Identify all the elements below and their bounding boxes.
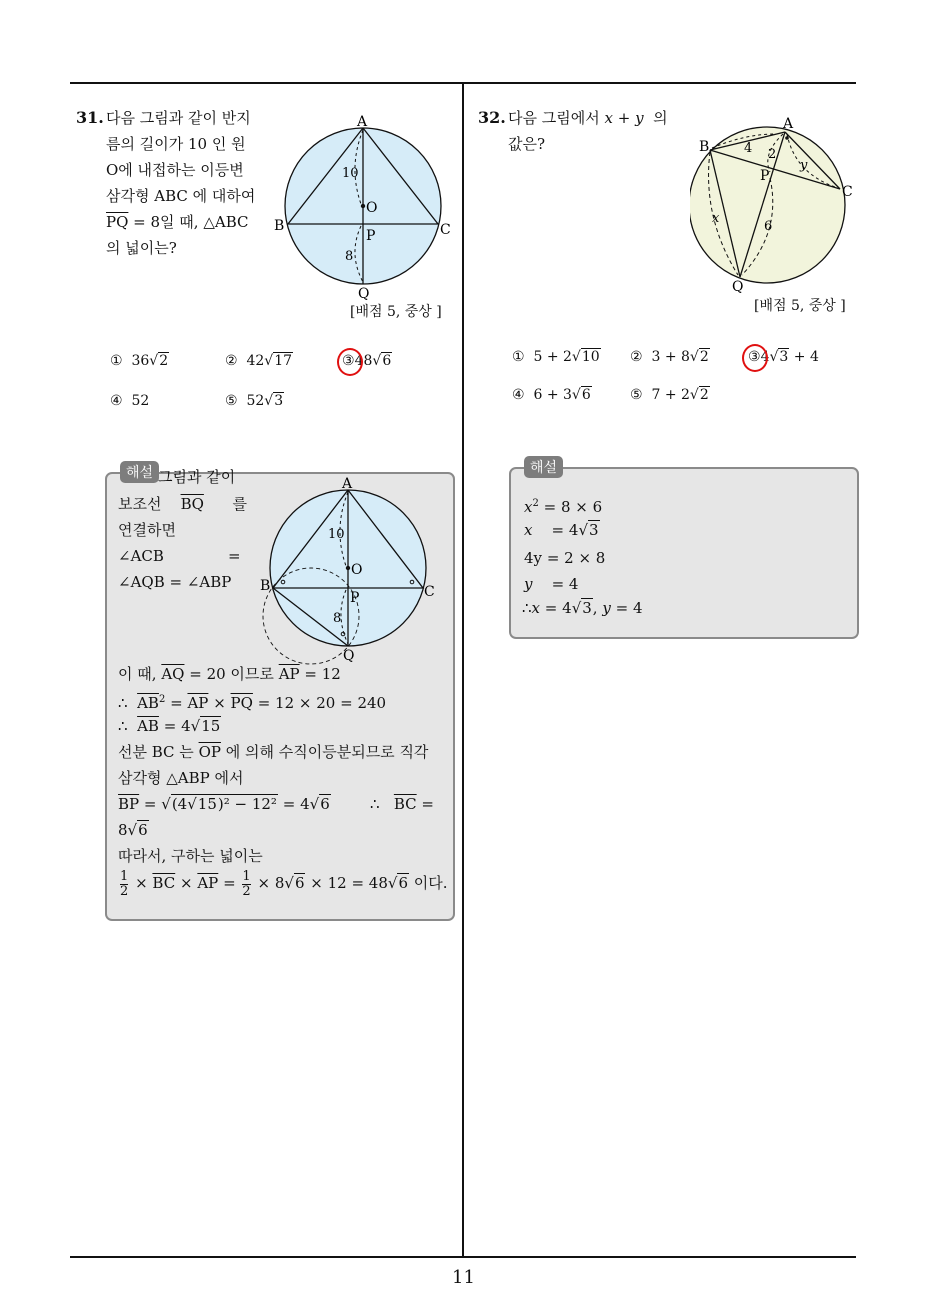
option-radicand: 10 (581, 349, 600, 365)
option-coef: 48 (354, 353, 373, 369)
sol31-radicand: 15 (197, 795, 217, 813)
q32-option-4[interactable]: ④ 6 + 3√6 (512, 387, 591, 403)
q32-points: [배점 5, 중상 ] (754, 298, 846, 314)
sol32-text: = 8 × 6 (543, 498, 603, 516)
sol31-line7 (118, 688, 386, 715)
option-text: 5 + 2 (533, 349, 572, 365)
q31-label-pq8: 8 (345, 249, 354, 264)
sol32-line3 (524, 546, 605, 570)
option-mark: ① (110, 353, 123, 369)
option-coef: 42 (246, 353, 265, 369)
q31-label-r10: 10 (342, 166, 359, 181)
sol31-text: )² − 12² (217, 795, 277, 813)
sol31-label-C: C (424, 584, 435, 600)
option-radicand: 3 (779, 349, 789, 365)
sol31-label-O: O (351, 562, 363, 578)
column-divider (462, 83, 464, 1258)
option-mark: ② (225, 353, 238, 369)
sol31-text: × (179, 874, 193, 892)
q31-label-C: C (440, 222, 451, 238)
sol31-line11-right (370, 792, 434, 816)
sol31-ap-label: $\overline{AP}$ (278, 665, 300, 683)
sol31-text: = (170, 694, 183, 712)
option-radicand: 3 (274, 393, 284, 409)
sol31-exp: 2 (158, 694, 166, 705)
q31-label-P: P (366, 228, 376, 244)
q32-solution-tag: 해설 (524, 456, 563, 478)
sol32-text: 4y (524, 549, 543, 567)
sol31-line1: 그림과 같이 (158, 468, 236, 486)
sol32-line4 (524, 572, 578, 596)
q31-line1: 다음 그림과 같이 반지 (106, 109, 251, 127)
sol31-op-label: $\overline{OP}$ (198, 743, 221, 761)
q32-answer-circle (742, 344, 768, 372)
sol31-line5: ∠AQB = ∠ABP (118, 573, 232, 591)
q31-number: 31. (76, 108, 104, 127)
option-mark: ③ (342, 353, 355, 369)
q32-text: 의 (653, 109, 668, 127)
option-radicand: 17 (274, 353, 293, 369)
q31-line2: 름의 길이가 10 인 원 (106, 135, 246, 153)
option-radicand: 6 (382, 353, 392, 369)
q31-points: [배점 5, 중상 ] (350, 304, 442, 320)
sol31-line2 (118, 492, 247, 516)
option-mark: ③ (748, 349, 761, 365)
q32-number: 32. (478, 108, 506, 127)
sol31-ap-label: $\overline{AP}$ (197, 874, 219, 892)
sol31-text: × 8 (257, 874, 285, 892)
option-radicand: 6 (581, 387, 591, 403)
sol31-center-dot (346, 566, 350, 570)
frac-num: 1 (242, 868, 251, 884)
sol31-ab-label: $\overline{AB}$ (137, 717, 159, 735)
q32-label-4: 4 (744, 141, 753, 156)
sol31-line6 (118, 662, 341, 686)
q31-answer-circle (337, 348, 363, 376)
option-mark: ④ (110, 393, 123, 409)
sol31-text: = (223, 874, 236, 892)
sol31-line3: 연결하면 (118, 521, 176, 539)
q32-figure (690, 112, 860, 298)
q32-label-P: P (760, 168, 770, 184)
sol31-ap-label: $\overline{AP}$ (187, 694, 209, 712)
q32-label-6: 6 (764, 219, 773, 234)
q32-text: 다음 그림에서 (508, 109, 600, 127)
sol32-text: = 2 × 8 (546, 549, 606, 567)
sol31-text: × 12 = 48 (310, 874, 388, 892)
sol32-text: = 4 (615, 599, 643, 617)
option-text: 6 + 3 (533, 387, 572, 403)
sol32-line5: ∴x = 4√3, y = 4 (522, 599, 643, 617)
option-mark: ④ (512, 387, 525, 403)
var-x: x (524, 498, 533, 516)
q32-label-B: B (699, 139, 710, 155)
sol31-radicand: 6 (294, 874, 305, 892)
q31-label-Q: Q (358, 286, 370, 302)
q31-line6: 의 넓이는? (106, 239, 177, 257)
q32-label-A: A (783, 116, 794, 132)
sol31-bc-label: $\overline{BC}$ (152, 874, 176, 892)
var-y: y (524, 575, 533, 593)
q31-line3: O에 내접하는 이등변 (106, 161, 244, 179)
q32-option-1[interactable]: ① 5 + 2√10 (512, 349, 600, 365)
sol31-aq-label: $\overline{AQ}$ (161, 665, 185, 683)
option-coef: 52 (246, 393, 265, 409)
sol31-text: = 20 이므로 (189, 665, 274, 683)
q32-line1 (508, 106, 668, 130)
q32-angle-dot (785, 136, 789, 140)
option-mark: ⑤ (225, 393, 238, 409)
sol32-text: = 4 (544, 599, 572, 617)
sol31-frac-half-2 (242, 870, 250, 899)
sol31-bq-label: $\overline{BQ}$ (180, 495, 204, 513)
page-number: 11 (452, 1267, 475, 1288)
q32-label-Q: Q (732, 279, 744, 295)
sol31-bc-label: $\overline{BC}$ (393, 795, 417, 813)
sol32-line1 (524, 492, 602, 519)
option-text: 4 (760, 349, 770, 365)
var-x: x (531, 599, 541, 617)
sol31-text: 선분 BC 는 (118, 743, 194, 761)
q31-line5-text: = 8일 때, △ABC (133, 213, 249, 231)
option-radicand: 2 (699, 387, 709, 403)
option-radicand: 2 (699, 349, 709, 365)
var-x: x (524, 521, 533, 539)
sol31-text: 보조선 (118, 495, 162, 513)
sol31-text: 8 (118, 821, 128, 839)
sol31-line4a: ∠ACB (118, 547, 164, 565)
option-coef: 36 (131, 353, 150, 369)
sol31-text: = 12 (304, 665, 341, 683)
q31-option-4[interactable] (110, 391, 149, 411)
sol31-radicand: 6 (320, 795, 330, 813)
sol32-text: , (592, 599, 603, 617)
sol32-radicand: 3 (582, 599, 592, 617)
sol31-label-pq8: 8 (333, 611, 342, 626)
pq-segment: $\overline{PQ}$ (106, 213, 129, 231)
option-mark: ⑤ (630, 387, 643, 403)
sol31-text: = (143, 795, 157, 813)
sol31-frac-half (120, 870, 128, 899)
q31-option-2[interactable]: ② 42√17 (225, 353, 293, 369)
q32-label-2: 2 (768, 147, 777, 162)
q31-label-B: B (274, 218, 285, 234)
sol31-text: (4 (171, 795, 188, 813)
sol31-radicand: 6 (138, 821, 148, 839)
q31-center-dot (361, 204, 365, 208)
q31-option-3[interactable]: ③48√6 (342, 353, 392, 369)
q31-option-1[interactable]: ① 36√2 (110, 353, 169, 369)
option-coef: 52 (131, 393, 150, 409)
sol31-line8: ∴ $\overline{AB} = 4√15$ (118, 717, 221, 735)
q32-option-5[interactable]: ⑤ 7 + 2√2 (630, 387, 709, 403)
q31-option-5[interactable]: ⑤ 52√3 (225, 393, 284, 409)
sol31-text: 이 때, (118, 665, 157, 683)
sol31-label-r10: 10 (328, 527, 345, 542)
sol31-line9 (118, 740, 428, 764)
sol31-line11: $\overline{BP} = √(4√15)^2 - 12^2 = 4√6$ (118, 795, 330, 813)
option-mark: ① (512, 349, 525, 365)
sol31-text: = 12 × 20 = 240 (257, 694, 387, 712)
sol31-label-A: A (342, 476, 353, 492)
sol31-line10: 삼각형 △ABP 에서 (118, 769, 244, 787)
q32-label-C: C (842, 184, 853, 200)
sol31-label-B: B (260, 578, 271, 594)
q32-option-2[interactable]: ② 3 + 8√2 (630, 349, 709, 365)
sol31-text: 에 의해 수직이등분되므로 직각 (225, 743, 429, 761)
frac-den: 2 (242, 883, 251, 899)
option-mark: ② (630, 349, 643, 365)
q32-option-3[interactable]: ③4√3 + 4 (748, 349, 819, 365)
sol31-text: = (421, 795, 434, 813)
sol31-bp-label: $\overline{BP}$ (118, 795, 140, 813)
q31-solution-figure (255, 474, 445, 666)
q31-solution-tag: 해설 (120, 461, 159, 483)
sol31-label-P: P (350, 590, 360, 606)
sol32-text: = 4 (551, 521, 579, 539)
option-text: 3 + 8 (651, 349, 690, 365)
sol31-radicand: 6 (398, 874, 408, 892)
q31-label-A: A (357, 114, 368, 130)
therefore-symbol: ∴ (370, 795, 380, 813)
q32-line2: 값은? (508, 135, 546, 153)
q32-label-y: y (800, 158, 808, 173)
option-radicand: 2 (159, 353, 169, 369)
therefore-symbol: ∴ (522, 599, 532, 617)
sol31-label-Q: Q (343, 648, 355, 664)
exp: 2 (532, 498, 539, 509)
option-text: 7 + 2 (651, 387, 690, 403)
therefore-symbol: ∴ (118, 717, 128, 735)
q31-label-O: O (366, 200, 378, 216)
var-y: y (602, 599, 611, 617)
sol31-radicand: 15 (201, 717, 221, 735)
q32-label-x: x (712, 211, 720, 226)
sol31-text: = 4 (282, 795, 310, 813)
sol31-line4b: = (228, 547, 241, 565)
option-text: + 4 (793, 349, 819, 365)
sol31-text: 이다. (413, 874, 448, 892)
sol31-line13: 따라서, 구하는 넓이는 (118, 847, 263, 865)
sol32-text: = 4 (551, 575, 579, 593)
q32-expr: x + y (604, 109, 644, 127)
sol31-ab-label: $\overline{AB}$ (137, 694, 159, 712)
sol31-pq-label: $\overline{PQ}$ (230, 694, 253, 712)
sol32-line2: x = 4√3 (524, 521, 599, 539)
sol31-text: = 4 (163, 717, 191, 735)
sol31-text: 를 (232, 495, 247, 513)
q31-figure (270, 112, 460, 308)
sol32-radicand: 3 (589, 521, 599, 539)
sol31-line12: 8√6 (118, 821, 148, 839)
sol31-text: × (135, 874, 148, 892)
bottom-rule (70, 1256, 856, 1258)
therefore-symbol: ∴ (118, 694, 128, 712)
frac-den: 2 (120, 883, 129, 899)
sol31-line14: $\frac{1}{2}$ × $\overline{BC} \times \overline{AP}$ = $\frac{1}{2}$ × 8√6 × 12 = 48√6 이다. (120, 868, 448, 899)
q31-line4: 삼각형 ABC 에 대하여 (106, 187, 256, 205)
q31-line5 (106, 210, 248, 234)
frac-num: 1 (120, 868, 129, 884)
sol31-text: × (213, 694, 226, 712)
